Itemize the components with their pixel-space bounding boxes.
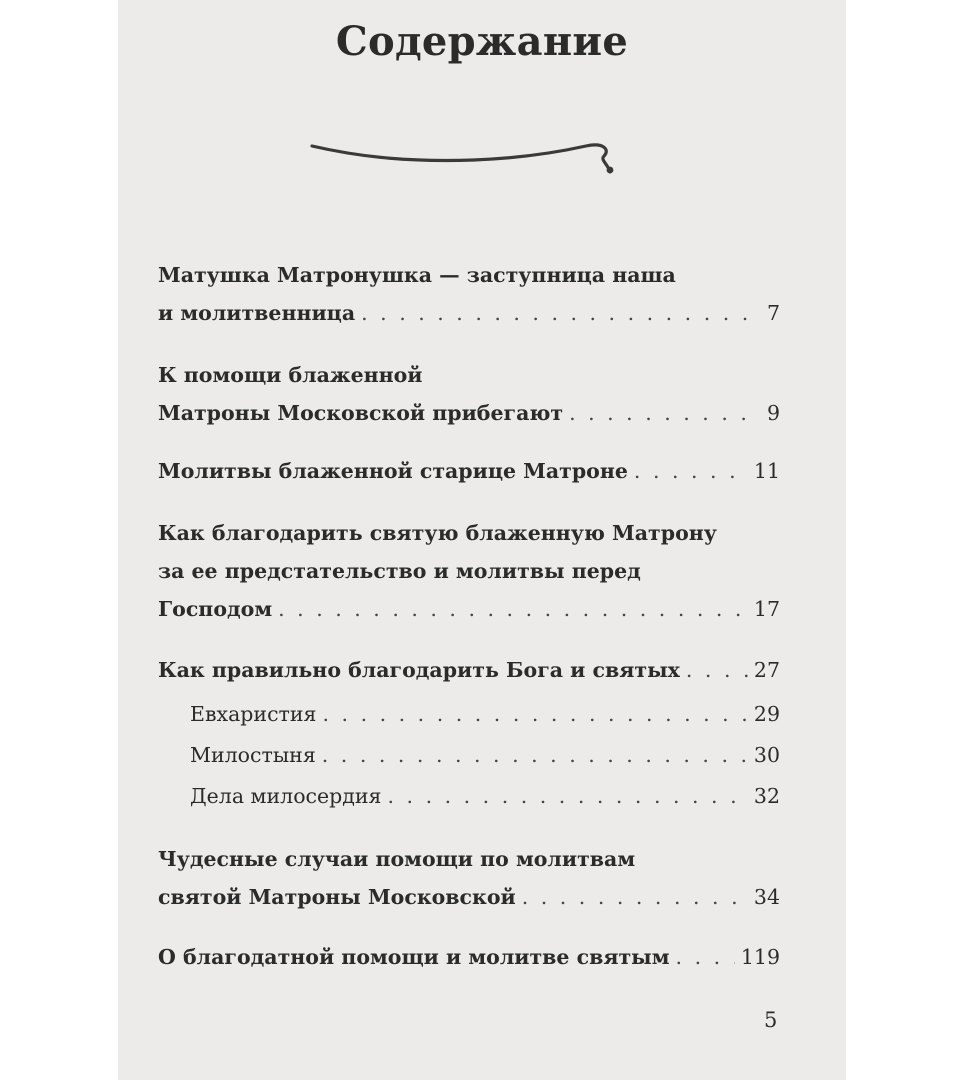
- ornamental-flourish-icon: [304, 128, 624, 178]
- toc-entry-3[interactable]: [158, 452, 780, 490]
- toc-entry-6[interactable]: [158, 840, 780, 916]
- toc-page-number: 27: [753, 658, 780, 682]
- toc-subentry-1[interactable]: [190, 695, 780, 733]
- dot-leader: [388, 777, 748, 815]
- toc-page-number: 32: [753, 784, 780, 808]
- toc-entry-1[interactable]: [158, 256, 780, 332]
- dot-leader: [522, 878, 748, 916]
- toc-entry-title: О благодатной помощи и молитве святым: [158, 945, 670, 969]
- dot-leader: [569, 394, 761, 432]
- toc-page-number: 30: [753, 743, 780, 767]
- toc-entry-7[interactable]: [158, 938, 780, 976]
- page-title: Содержание: [335, 18, 629, 65]
- dot-leader: [686, 651, 748, 689]
- toc-entry-title: Милостыня: [190, 743, 316, 767]
- toc-entry-title: Молитвы блаженной старице Матроне: [158, 459, 628, 483]
- toc-subentry-3[interactable]: [190, 777, 780, 815]
- toc-page-number: 11: [753, 459, 780, 483]
- dot-leader: [634, 452, 748, 490]
- toc-entry-title: Матушка Матронушка — заступница наша: [158, 263, 676, 287]
- dot-leader: [278, 590, 748, 628]
- toc-entry-title: Как правильно благодарить Бога и святых: [158, 658, 680, 682]
- toc-entry-title: Евхаристия: [190, 702, 317, 726]
- toc-entry-title: Матроны Московской прибегают: [158, 401, 564, 425]
- toc-page-number: 7: [766, 301, 780, 325]
- toc-entry-4[interactable]: [158, 514, 780, 628]
- toc-entry-title: К помощи блаженной: [158, 363, 423, 387]
- toc-entry-title: за ее предстательство и молитвы перед: [158, 559, 641, 583]
- dot-leader: [322, 736, 748, 774]
- toc-page-number: 29: [753, 702, 780, 726]
- toc-page-number: 34: [753, 885, 780, 909]
- dot-leader: [323, 695, 748, 733]
- toc-entry-2[interactable]: [158, 356, 780, 432]
- page-number: 5: [764, 1008, 778, 1032]
- toc-entry-title: Как благодарить святую блаженную Матрону: [158, 521, 717, 545]
- toc-entry-title: Чудесные случаи помощи по молитвам: [158, 847, 636, 871]
- dot-leader: [361, 294, 761, 332]
- toc-entry-title: и молитвенница: [158, 301, 356, 325]
- toc-entry-title: Господом: [158, 597, 273, 621]
- dot-leader: [676, 938, 735, 976]
- toc-page-number: 17: [753, 597, 780, 621]
- toc-entry-5[interactable]: [158, 651, 780, 689]
- toc-page-number: 9: [766, 401, 780, 425]
- toc-entry-title: святой Матроны Московской: [158, 885, 516, 909]
- toc-subentry-2[interactable]: [190, 736, 780, 774]
- toc-page-number: 119: [740, 945, 780, 969]
- toc-entry-title: Дела милосердия: [190, 784, 382, 808]
- book-page: [118, 0, 846, 1080]
